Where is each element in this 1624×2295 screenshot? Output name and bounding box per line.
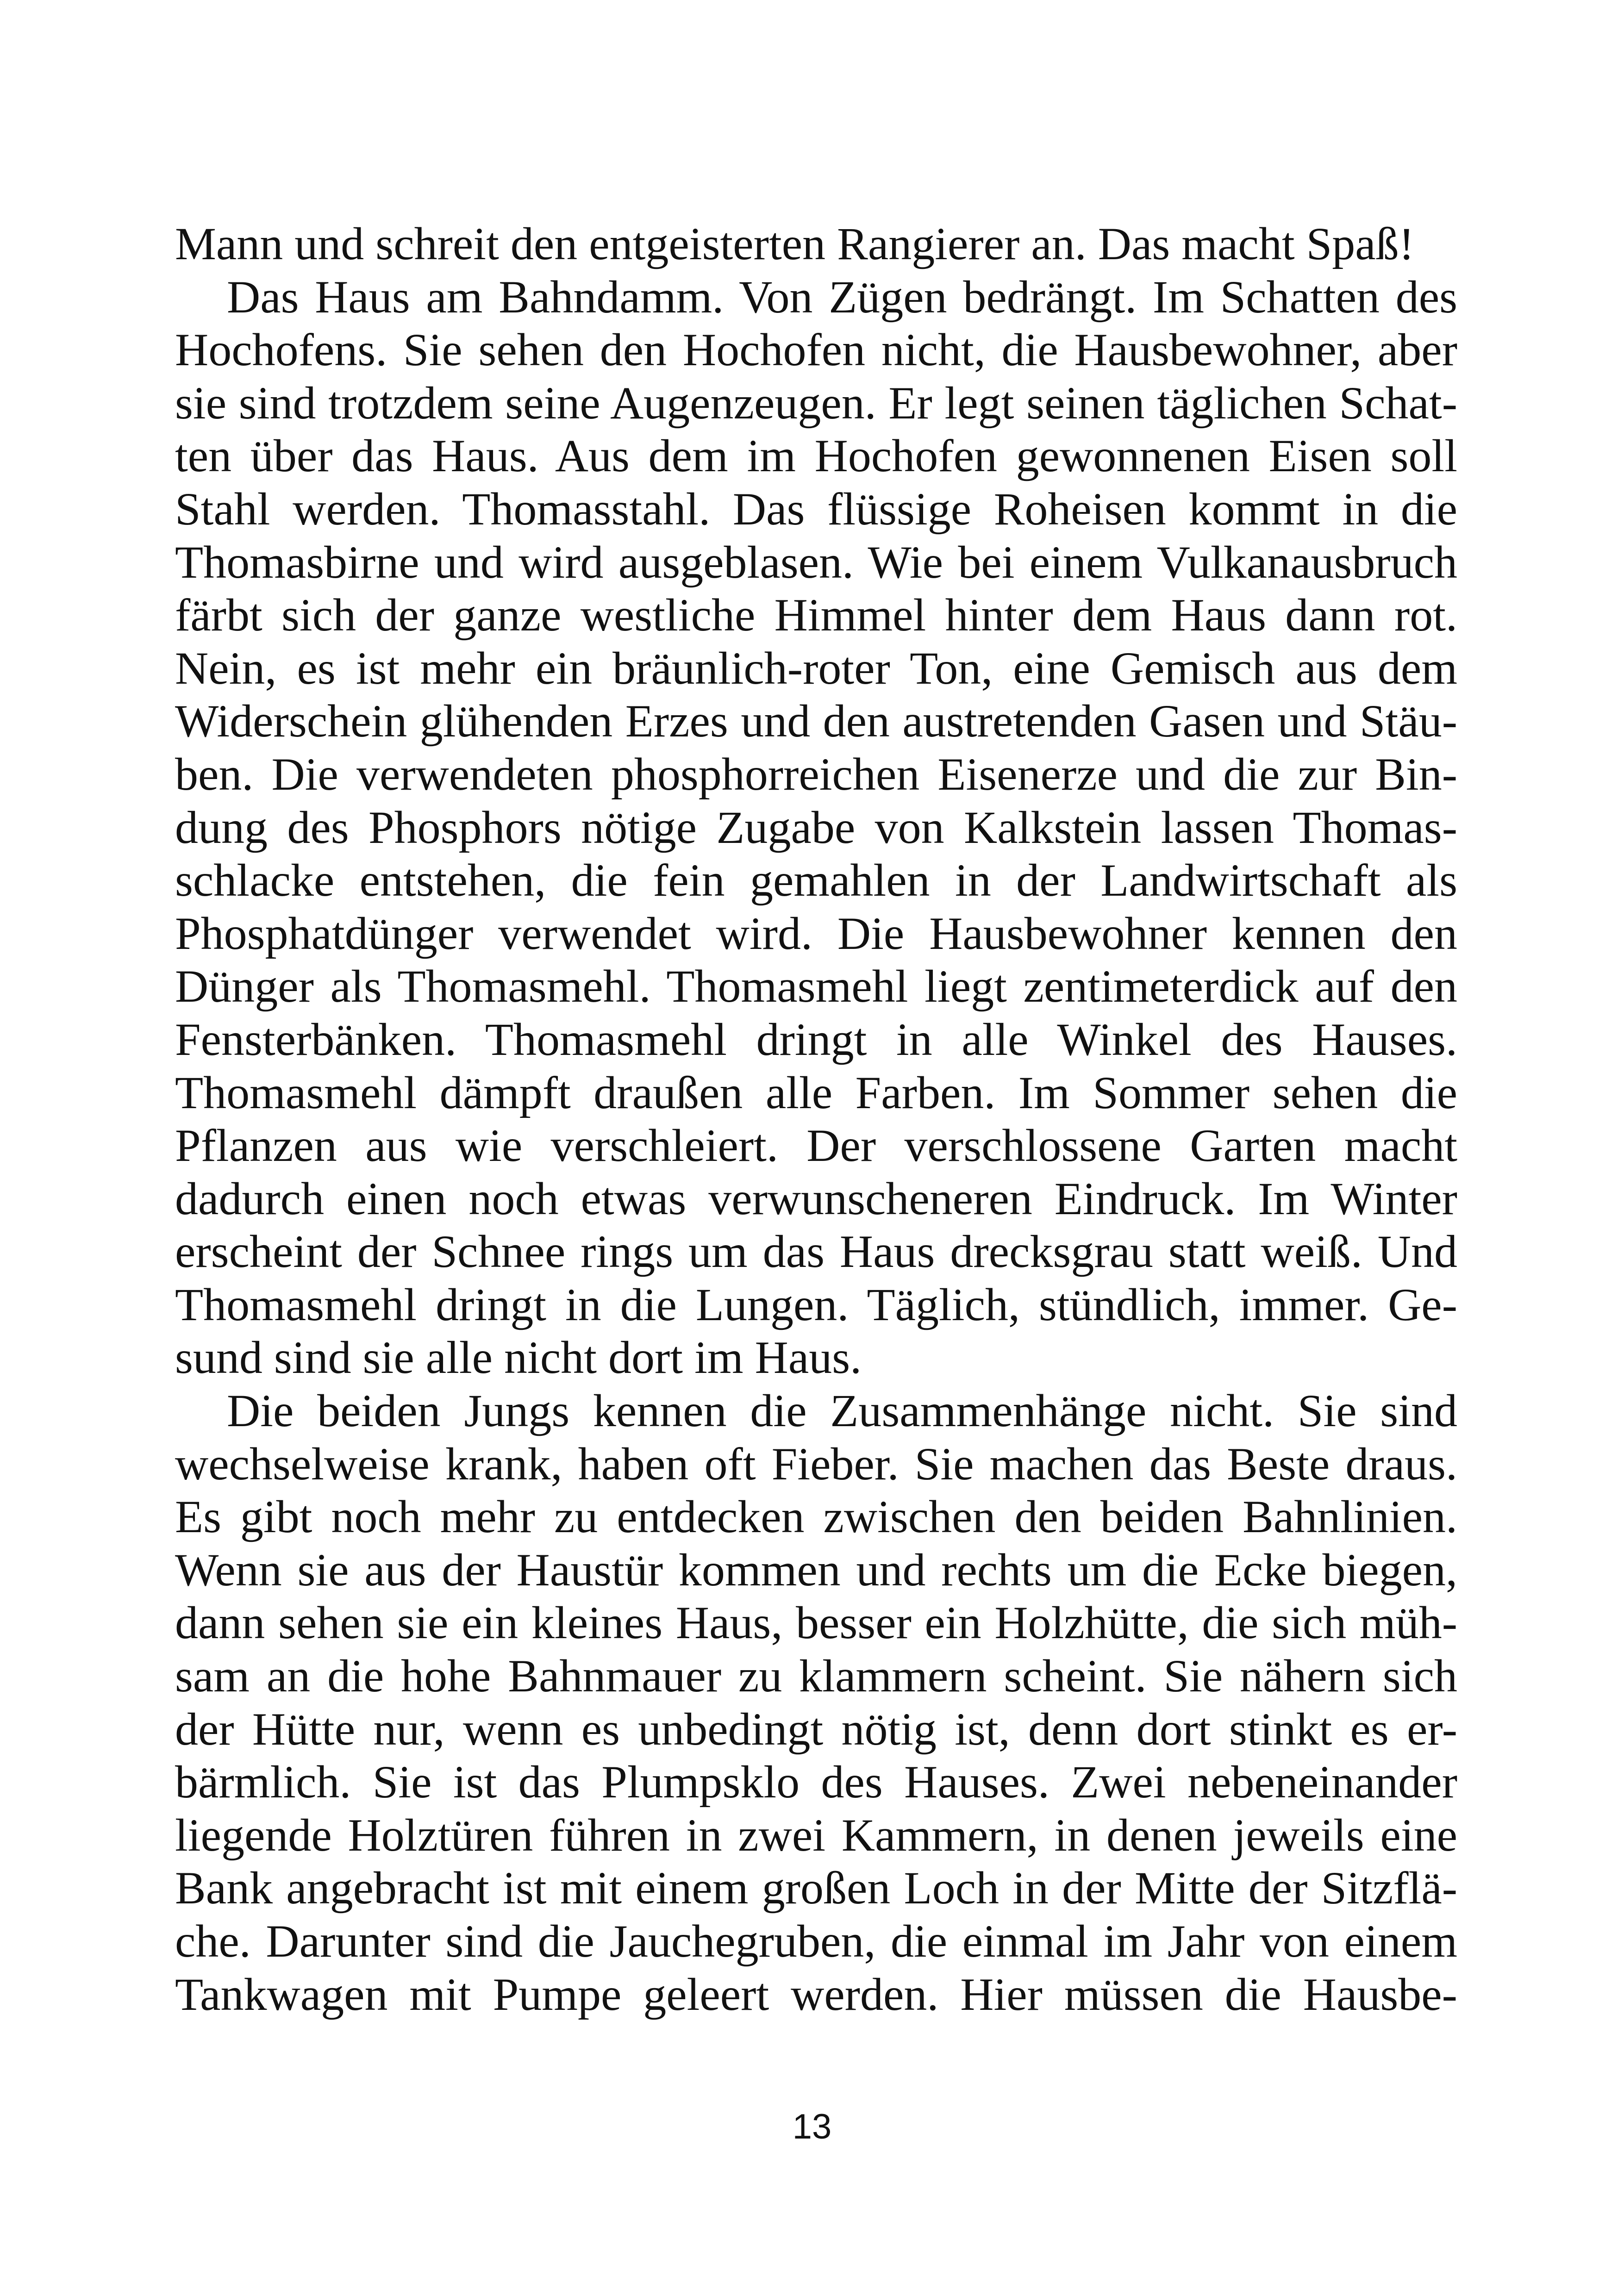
text-line: Das Haus am Bahndamm. Von Zügen bedrängt. Im Schatten des: [227, 271, 1457, 323]
body-text: [175, 218, 1457, 2021]
text-line: Phosphatdünger verwendet wird. Die Hausbewohner kennen den: [175, 907, 1457, 959]
text-line: Nein, es ist mehr ein bräunlich-roter Ton, eine Gemisch aus dem: [175, 642, 1457, 694]
text-line: Mann und schreit den entgeisterten Rangierer an. Das macht Spaß!: [175, 218, 1414, 269]
text-line: dadurch einen noch etwas verwunscheneren Eindruck. Im Winter: [175, 1172, 1457, 1224]
text-line: färbt sich der ganze westliche Himmel hinter dem Haus dann rot.: [175, 589, 1457, 641]
text-line: liegende Holztüren führen in zwei Kammern, in denen jeweils eine: [175, 1809, 1457, 1861]
text-line: Widerschein glühenden Erzes und den austretenden Gasen und Stäu-: [175, 695, 1457, 747]
text-line: Hochofens. Sie sehen den Hochofen nicht, die Hausbewohner, aber: [175, 324, 1457, 376]
text-line: Thomasbirne und wird ausgeblasen. Wie bei einem Vulkanausbruch: [175, 536, 1457, 588]
text-line: dann sehen sie ein kleines Haus, besser ein Holzhütte, die sich müh-: [175, 1597, 1457, 1649]
text-line: che. Darunter sind die Jauchegruben, die einmal im Jahr von einem: [175, 1915, 1457, 1967]
text-line: Dünger als Thomasmehl. Thomasmehl liegt zentimeterdick auf den: [175, 960, 1457, 1012]
text-line: schlacke entstehen, die fein gemahlen in der Landwirtschaft als: [175, 854, 1457, 906]
text-line: bärmlich. Sie ist das Plumpsklo des Hauses. Zwei nebeneinander: [175, 1756, 1457, 1808]
text-line: Tankwagen mit Pumpe geleert werden. Hier müssen die Hausbe-: [175, 1968, 1457, 2020]
text-line: ten über das Haus. Aus dem im Hochofen gewonnenen Eisen soll: [175, 430, 1457, 482]
text-line: Die beiden Jungs kennen die Zusammenhänge nicht. Sie sind: [227, 1385, 1457, 1437]
text-line: erscheint der Schnee rings um das Haus drecksgrau statt weiß. Und: [175, 1226, 1457, 1278]
text-line: Pflanzen aus wie verschleiert. Der verschlossene Garten macht: [175, 1120, 1457, 1172]
text-line: ben. Die verwendeten phosphorreichen Eisenerze und die zur Bin-: [175, 748, 1457, 800]
text-line: der Hütte nur, wenn es unbedingt nötig ist, denn dort stinkt es er-: [175, 1703, 1457, 1755]
text-line: Stahl werden. Thomasstahl. Das flüssige Roheisen kommt in die: [175, 483, 1457, 535]
text-line: Thomasmehl dämpft draußen alle Farben. Im Sommer sehen die: [175, 1066, 1457, 1118]
text-line: Bank angebracht ist mit einem großen Loch in der Mitte der Sitzflä-: [175, 1862, 1457, 1914]
text-line: wechselweise krank, haben oft Fieber. Sie machen das Beste draus.: [175, 1438, 1457, 1490]
text-line: Fensterbänken. Thomasmehl dringt in alle Winkel des Hauses.: [175, 1013, 1457, 1065]
text-line: Thomasmehl dringt in die Lungen. Täglich, stündlich, immer. Ge-: [175, 1278, 1457, 1330]
text-line: Es gibt noch mehr zu entdecken zwischen den beiden Bahnlinien.: [175, 1491, 1457, 1543]
text-line: sam an die hohe Bahnmauer zu klammern scheint. Sie nähern sich: [175, 1650, 1457, 1702]
text-line: sie sind trotzdem seine Augenzeugen. Er legt seinen täglichen Schat-: [175, 377, 1457, 429]
text-line: dung des Phosphors nötige Zugabe von Kalkstein lassen Thomas-: [175, 801, 1457, 853]
page-number: 13: [792, 2107, 832, 2146]
text-line: sund sind sie alle nicht dort im Haus.: [175, 1332, 862, 1384]
text-line: Wenn sie aus der Haustür kommen und rechts um die Ecke biegen,: [175, 1544, 1457, 1596]
